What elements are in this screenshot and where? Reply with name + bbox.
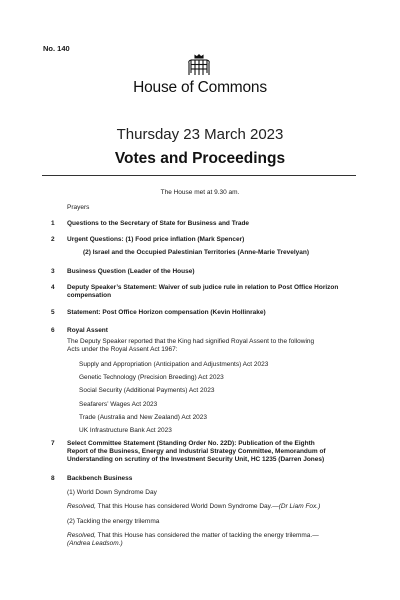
business-item-6	[51, 327, 351, 437]
prayers-label: Prayers	[67, 204, 90, 211]
item-heading: Questions to the Secretary of State for Business and Trade	[67, 220, 250, 227]
item-heading: Statement: Post Office Horizon compensation (Kevin Hollinrake)	[67, 309, 266, 316]
item-heading-line: Deputy Speaker’s Statement: Waiver of sub judice rule in relation to Post Office Horizon	[67, 284, 339, 291]
member-name: (Andrea Leadsom.)	[67, 540, 123, 548]
royal-assent-intro-line: The Deputy Speaker reported that the King had signified Royal Assent to the following	[67, 338, 315, 346]
act-list-item: Genetic Technology (Precision Breeding) Act 2023	[79, 373, 224, 381]
member-name: (Dr Liam Fox.)	[278, 503, 321, 511]
title-divider	[42, 175, 356, 176]
item-heading-line: Select Committee Statement (Standing Order No. 22D): Publication of the Eighth	[67, 440, 315, 447]
debate-subject: (2) Tackling the energy trilemma	[67, 517, 160, 525]
business-item-1	[51, 220, 351, 228]
resolution-body: That this House has considered World Down Syndrome Day.—	[95, 503, 279, 511]
debate-subject: (1) World Down Syndrome Day	[67, 489, 157, 497]
business-item-2	[51, 236, 351, 257]
resolution-text	[67, 503, 351, 511]
item-heading: Backbench Business	[67, 475, 133, 482]
business-item-7	[51, 440, 351, 465]
portcullis-crown-logo-icon	[186, 52, 212, 78]
business-item-3	[51, 268, 351, 276]
act-list-item: Seafarers’ Wages Act 2023	[79, 400, 158, 408]
royal-assent-intro-line: Acts under the Royal Assent Act 1967:	[67, 346, 178, 354]
item-heading: Urgent Questions: (1) Food price inflation (Mark Spencer)	[67, 236, 245, 243]
act-list-item: Social Security (Additional Payments) Act 2023	[79, 387, 215, 395]
act-list-item: Supply and Appropriation (Anticipation and Adjustments) Act 2023	[79, 360, 269, 368]
item-heading-line: Report of the Business, Energy and Industrial Strategy Committee, Memorandum of	[67, 448, 326, 456]
item-number: 6	[51, 327, 55, 334]
issue-number: No. 140	[43, 44, 70, 53]
resolution-body: That this House has considered the matter of tackling the energy trilemma.—	[95, 531, 319, 539]
house-of-commons-wordmark: House of Commons	[133, 79, 267, 96]
item-number: 3	[51, 268, 55, 275]
business-item-4	[51, 284, 351, 300]
act-list-item: Trade (Australia and New Zealand) Act 2023	[79, 413, 208, 421]
item-heading: Royal Assent	[67, 327, 108, 334]
item-number: 4	[51, 284, 55, 291]
item-number: 8	[51, 475, 55, 482]
business-item-5	[51, 309, 351, 317]
resolution-text	[67, 532, 351, 548]
item-number: 5	[51, 309, 55, 316]
item-number: 7	[51, 440, 55, 447]
business-item-8	[51, 475, 351, 548]
act-list-item: UK Infrastructure Bank Act 2023	[79, 427, 172, 435]
acts-list	[67, 358, 351, 438]
item-heading-line: compensation	[67, 292, 112, 300]
house-met-time: The House met at 9.30 am.	[160, 189, 240, 196]
sitting-date: Thursday 23 March 2023	[116, 126, 284, 143]
resolved-label: Resolved,	[67, 503, 96, 511]
item-number: 2	[51, 236, 55, 243]
document-title: Votes and Proceedings	[114, 150, 286, 167]
item-number: 1	[51, 220, 55, 227]
item-heading-line: Understanding on scrutiny of the Investment Security Unit, HC 1235 (Darren Jones)	[67, 456, 325, 464]
item-heading: Business Question (Leader of the House)	[67, 268, 195, 275]
item-subheading: (2) Israel and the Occupied Palestinian Territories (Anne-Marie Trevelyan)	[83, 249, 310, 257]
resolved-label: Resolved,	[67, 531, 96, 539]
